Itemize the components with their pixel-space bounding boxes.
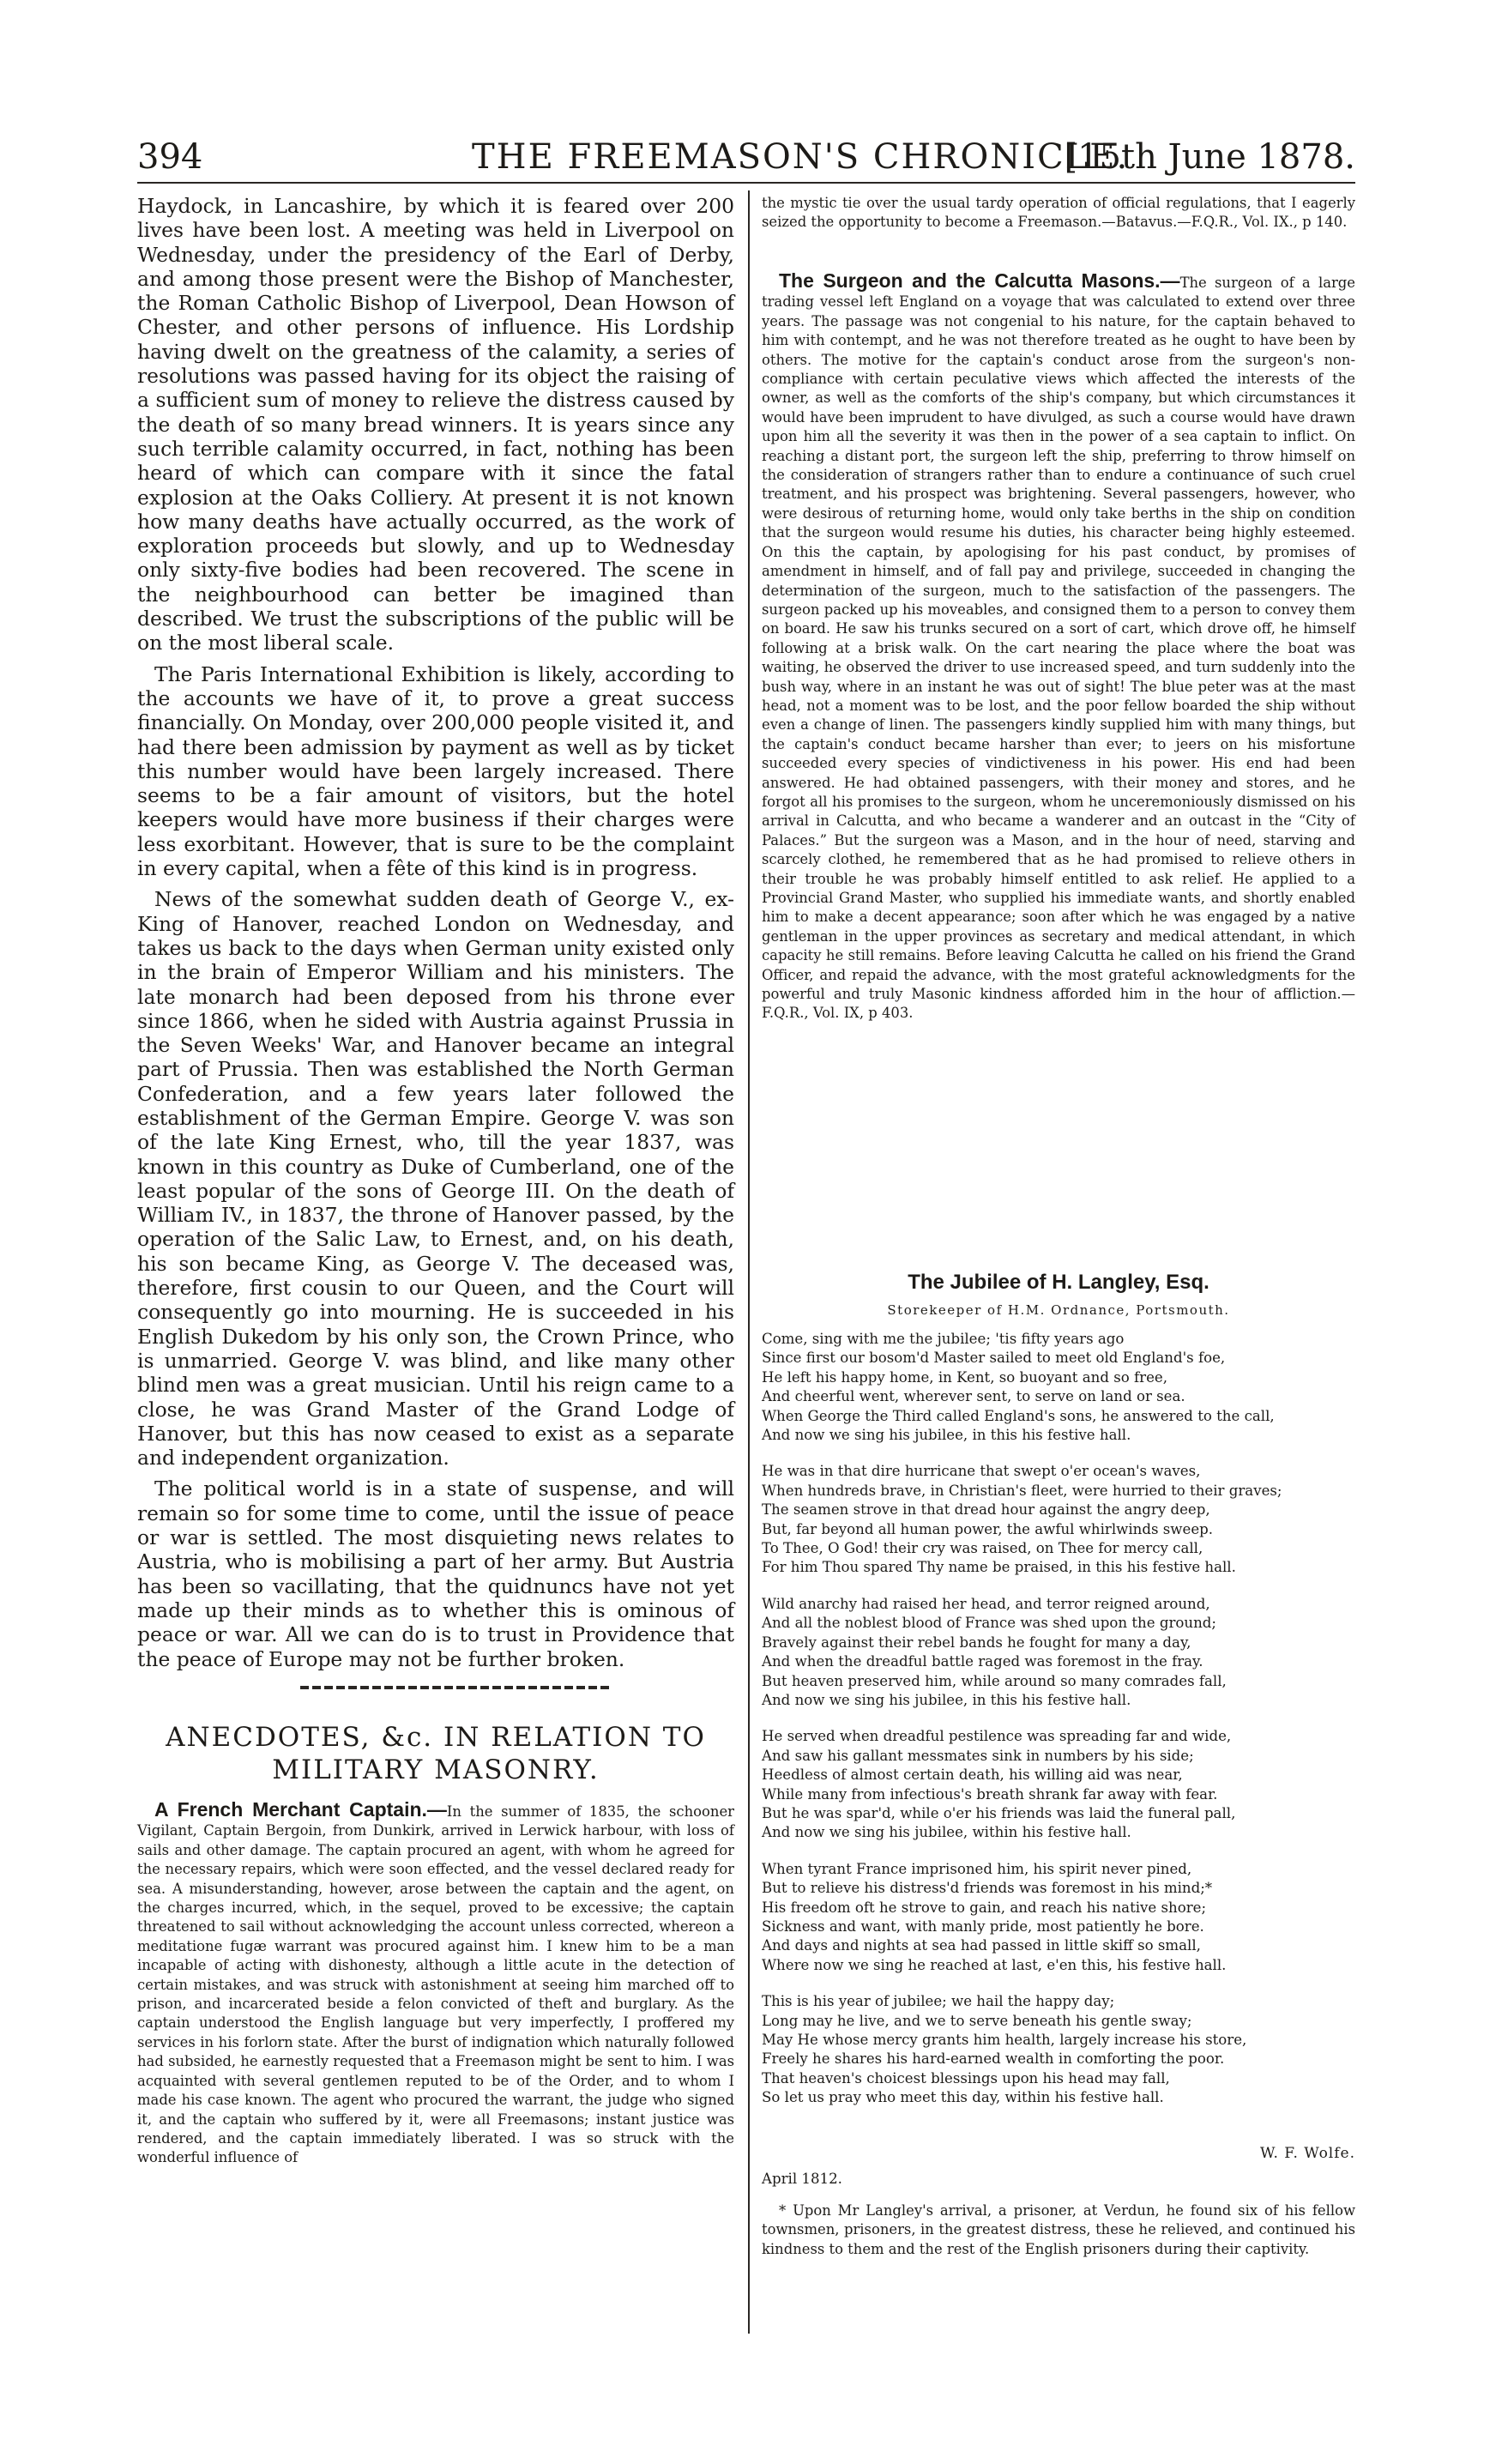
poem-line: When hundreds brave, in Christian's fleet, were hurried to their graves; [762,1482,1282,1499]
poem-line: And cheerful went, wherever sent, to serve on land or sea. [762,1388,1185,1405]
anecdotes-section [137,1800,734,2175]
poem-line: And when the dreadful battle raged was foremost in the fray. [762,1653,1203,1670]
poem-line: Freely he shares his hard-earned wealth in comforting the poor. [762,2050,1225,2068]
poem-line: And now we sing his jubilee, within his festive hall. [762,1824,1131,1841]
french-captain-paragraph [137,1800,734,2168]
poem [762,1330,1355,2125]
poem-line: To Thee, O God! their cry was raised, on Thee for mercy call, [762,1540,1203,1557]
surgeon-paragraph [762,271,1355,1024]
poem-line: He was in that dire hurricane that swept o'er ocean's waves, [762,1463,1201,1480]
poem-line: The seamen strove in that dread hour against the angry deep, [762,1501,1210,1519]
poem-author: W. F. Wolfe. [1259,2145,1355,2162]
poem-line: When tyrant France imprisoned him, his spirit never pined, [762,1860,1192,1877]
poem-date: April 1812. [762,2171,842,2187]
poem-line: Heedless of almost certain death, his willing aid was near, [762,1766,1183,1784]
stanza-5 [762,1860,1355,1975]
continuation-text: the mystic tie over the usual tardy operation of official regulations, that I eagerly seized the opportunity to become a Freemason.—Batavus.—F.Q.R., Vol. IX., p 140. [762,195,1355,231]
poem-line: He left his happy home, in Kent, so buoyant and so free, [762,1368,1167,1386]
poem-line: Where now we sing he reached at last, e'en this, his festive hall. [762,1956,1227,1973]
stanza-4 [762,1727,1355,1842]
french-captain-text: In the summer of 1835, the schooner Vigilant, Captain Bergoin, from Dunkirk, arrived in Lerwick harbour, with loss of sails and other damage. The captain procured an agent, with whom he agreed for the necessary repairs, which were soon effected, and the vessel declared ready for sea. A misunderstanding, however, arose between the captain and the agent, on the charges incurred, which, in the sequel, proved to be excessive; the captain threatened to sail without acknowledging the account unless corrected, whereon a meditatione fugæ warrant was procured against him. I knew him to be a man incapable of acting with dishonesty, although a little acute in the detection of certain mistakes, and was struck with astonishment at seeing him marched off to prison, and incarcerated beside a felon convicted of theft and burglary. As the captain understood the English language but very imperfectly, I proffered my services in his forlorn state. After the burst of indignation which naturally followed had subsided, he earnestly requested that a Freemason might be sent to him. I was acquainted with several gentlemen reputed to be of the Order, and to whom I made his case known. The agent who procured the warrant, the judge who signed it, and the captain who suffered by it, were all Freemasons; instant justice was rendered, and the captain immediately liberated. I was so struck with the wonderful influence of [137,1803,734,2166]
stanza-1 [762,1330,1355,1445]
column-rule [748,190,750,2334]
anecdotes-title: ANECDOTES, &c. IN RELATION TO MILITARY MASONRY. [166,1722,706,1785]
page-number: 394 [137,137,203,177]
poem-line: So let us pray who meet this day, within his festive hall. [762,2089,1164,2106]
poem-line: Since first our bosom'd Master sailed to meet old England's foe, [762,1350,1226,1367]
poem-line: His freedom oft he strove to gain, and reach his native shore; [762,1899,1207,1916]
paragraph-hanover: News of the somewhat sudden death of George V., ex-King of Hanover, reached London on Wednesday, and takes us back to the days when German unity existed only in the brain of Emperor William and his ministers. The late monarch had been deposed from his throne ever since 1866, when he sided with Austria against Prussia in the Seven Weeks' War, and Hanover became an integral part of Prussia. Then was established the North German Confederation, and a few years later followed the establishment of the German Empire. George V. was son of the late King Ernest, who, till the year 1837, was known in this country as Duke of Cumberland, one of the least popular of the sons of George III. On the death of William IV., in 1837, the throne of Hanover passed, by the operation of the Salic Law, to Ernest, and, on his death, his son became King, as George V. The deceased was, therefore, first cousin to our Queen, and the Court will consequently go into mourning. He is succeeded in his English Dukedom by his only son, the Crown Prince, who is unmarried. George V. was blind, and like many other blind men was a great musician. Until his reign came to a close, he was Grand Master of the Grand Lodge of Hanover, but this has now ceased to exist as a separate and independent organization. [137,887,734,1471]
surgeon-text: The surgeon of a large trading vessel left England on a voyage that was calculated to extend over three years. The passage was not congenial to his nature, for the captain behaved to him with contempt, and he was not therefore treated as he ought to have been by others. The motive for the captain's conduct arose from the surgeon's non-compliance with certain peculative views which affected the interests of the owner, as well as the comforts of the ship's company, but which circumstances it would have been imprudent to have divulged, as such a course would have drawn upon him all the severity it was then in the power of a sea captain to inflict. On reaching a distant port, the surgeon left the ship, preferring to throw himself on the consideration of strangers rather than to endure a continuance of such cruel treatment, and his prospect was brightening. Several passengers, however, who were desirous of returning home, would only take berths in the ship on condition that the surgeon would resume his duties, his character being highly esteemed. On this the captain, by apologising for his past conduct, by promises of amendment in himself, and of fall pay and privilege, succeeded in changing the determination of the surgeon, much to the satisfaction of the passengers. The surgeon packed up his moveables, and consigned them to a person to convey them on board. He saw his trunks secured on a sort of cart, which drove off, he himself following at a brisk walk. On the cart nearing the place where the boat was waiting, he observed the driver to use increased speed, and turn suddenly into the bush way, where in an instant he was out of sight! The blue peter was at the mast head, not a moment was to be lost, and the poor fellow boarded the ship without even a change of linen. The passengers kindly supplied him with many things, but the captain's conduct became harsher than ever; to jeers on his misfortune succeeded every species of vindictiveness in his power. His end had been answered. He had obtained passengers, with their money and stores, and he forgot all his promises to the surgeon, whom he unceremoniously dismissed on his arrival in Calcutta, and who became a wanderer and an outcast in the “City of Palaces.” But the surgeon was a Mason, and in the hour of need, starving and scarcely clothed, he remembered that as he had promised to relieve others in their trouble he was probably himself entitled to ask relief. He applied to a Provincial Grand Master, who supplied his immediate wants, and shortly enabled him to make a decent appearance; soon after which he was engaged by a native gentleman in the upper provinces as secretary and medical attendant, in which capacity he still remains. Before leaving Calcutta he called on his friend the Grand Officer, and repaid the advance, with the most grateful acknowledgments for the powerful and truly Masonic kindness afforded him in the hour of affliction.—F.Q.R., Vol. IX, p 403. [762,275,1355,1022]
poem-line: And days and nights at sea had passed in little skiff so small, [762,1937,1201,1954]
header-rule [137,182,1355,184]
poem-line: While many from infectious's breath shrank far away with fear. [762,1785,1218,1803]
poem-line: And now we sing his jubilee, in this his festive hall. [762,1427,1131,1444]
footnote-text: * Upon Mr Langley's arrival, a prisoner, at Verdun, he found six of his fellow townsmen, prisoners, in the greatest distress, these he relieved, and continued his kindness to them and the rest of the English prisoners during their captivity. [762,2202,1355,2257]
surgeon-section [762,271,1355,1030]
poem-line: And saw his gallant messmates sink in numbers by his side; [762,1747,1194,1764]
poem-line: This is his year of jubilee; we hail the happy day; [762,1993,1115,2010]
issue-date: [15th June 1878. [1064,137,1355,177]
paragraph-politics: The political world is in a state of suspense, and will remain so for some time to come, until the issue of peace or war is settled. The most disquieting news relates to Austria, who is mobilising a part of her army. But Austria has been so vacillating, that the quidnuncs have not yet made up their minds as to whether this is ominous of peace or war. All we can do is to trust in Providence that the peace of Europe may not be further broken. [137,1477,734,1671]
right-column-continuation [762,194,1355,239]
poem-line: But to relieve his distress'd friends was foremost in his mind;* [762,1880,1213,1897]
footnote [762,2201,1355,2266]
stanza-6 [762,1992,1355,2107]
poem-line: He served when dreadful pestilence was spreading far and wide, [762,1728,1232,1745]
poem-line: When George the Third called England's sons, he answered to the call, [762,1407,1275,1424]
poem-line: Sickness and want, with manly pride, most patiently he bore. [762,1917,1204,1935]
masthead: THE FREEMASON'S CHRONICLE. [472,137,1130,177]
poem-line: But heaven preserved him, while around so many comrades fall, [762,1672,1227,1689]
poem-line: Bravely against their rebel bands he fought for many a day, [762,1634,1191,1651]
surgeon-heading: The Surgeon and the Calcutta Masons.— [779,269,1180,292]
page-header [137,137,1355,178]
poem-line: And all the noblest blood of France was shed upon the ground; [762,1615,1216,1632]
poem-line: For him Thou spared Thy name be praised, in this his festive hall. [762,1559,1236,1576]
poem-line: And now we sing his jubilee, in this his festive hall. [762,1691,1131,1708]
french-captain-heading: A French Merchant Captain.— [154,1798,447,1821]
left-column [137,194,734,1678]
poem-line: That heaven's choicest blessings upon his head may fall, [762,2069,1170,2087]
stanza-3 [762,1595,1355,1710]
poem-line: But, far beyond all human power, the awful whirlwinds sweep. [762,1520,1214,1537]
poem-line: But he was spar'd, while o'er his friends was laid the funeral pall, [762,1804,1236,1821]
poem-subtitle: Storekeeper of H.M. Ordnance, Portsmouth. [887,1302,1230,1318]
poem-line: Long may he live, and we to serve beneath his gentle sway; [762,2012,1192,2029]
poem-title: The Jubilee of H. Langley, Esq. [908,1271,1209,1294]
poem-line: Wild anarchy had raised her head, and terror reigned around, [762,1595,1210,1612]
paragraph-exhibition: The Paris International Exhibition is likely, according to the accounts we have of it, to prove a great success financially. On Monday, over 200,000 people visited it, and had there been admission by payment as well as by ticket this number would have been largely increased. There seems to be a fair amount of visitors, but the hotel keepers would have more business if their charges were less exorbitant. However, that is sure to be the complaint in every capital, when a fête of this kind is in progress. [137,661,734,881]
poem-line: Come, sing with me the jubilee; 'tis fifty years ago [762,1331,1125,1347]
stanza-2 [762,1462,1355,1577]
section-separator [300,1686,609,1689]
poem-line: May He whose mercy grants him health, largely increase his store, [762,2032,1247,2048]
paragraph-colliery: Haydock, in Lancashire, by which it is feared over 200 lives have been lost. A meeting was held in Liverpool on Wednesday, under the presidency of the Earl of Derby, and among those present were the Bishop of Manchester, the Roman Catholic Bishop of Liverpool, Dean Howson of Chester, and other persons of influence. His Lordship having dwelt on the greatness of the calamity, a series of resolutions was passed having for its object the raising of a sufficient sum of money to relieve the distress caused by the death of so many bread winners. It is years since any such terrible calamity occurred, in fact, nothing has been heard of which can compare with it since the fatal explosion at the Oaks Colliery. At present it is not known how many deaths have actually occurred, as the work of exploration proceeds but slowly, and up to Wednesday only sixty-five bodies had been recovered. The scene in the neighbourhood can better be imagined than described. We trust the subscriptions of the public will be on the most liberal scale. [137,194,734,655]
